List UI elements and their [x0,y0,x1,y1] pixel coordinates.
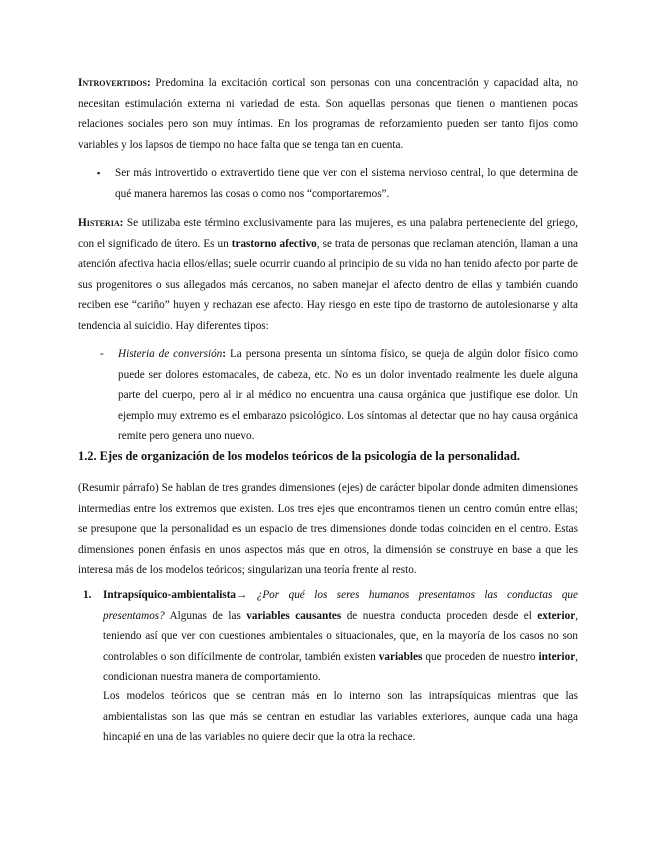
item1-t1: Algunas de las [164,609,247,622]
list-item-intrapsiquico [103,585,578,688]
item1-question: ¿Por qué los seres humanos presentamos las conductas que presentamos? [103,589,578,622]
square-bullet-icon: ▪ [97,168,101,178]
item1-t4: que proceden de nuestro [422,650,539,663]
histeria-text-b: , se trata de personas que reclaman atención, llaman a una atención afectiva hacia ellos/ellas; suele ocurrir cuando al principio de su vida no han tenido afecto por parte de sus progenitores o sus allegados más cercanos, no saben manejar el afecto dentro de ellas y también cuando reciben ese “cariño” huyen y rechazan ese afecto. Hay riesgo en este tipo de trastorno de autolesionarse y alta tendencia al suicidio. Hay diferentes tipos: [78,237,579,332]
item1-b4: interior [538,650,576,663]
subtype-item [118,344,578,447]
bullet-text: Ser más introvertido o extravertido tiene que ver con el sistema nervioso central, lo que determina de qué manera haremos las cosas o como nos “comportaremos”. [115,167,578,200]
dash-bullet: - [100,348,104,360]
bullet-item [115,163,578,204]
item1-t5: , condicionan nuestra manera de comportamiento. [103,650,578,683]
term-introvertidos: Introvertidos: [78,77,151,89]
arrow-icon: → [236,589,248,601]
subtype-term: Histeria de conversión [118,348,223,360]
item1-t2: de nuestra conducta proceden desde el [341,609,538,622]
item1-b2: exterior [537,609,576,622]
paragraph-introvertidos [78,73,578,155]
histeria-text-a: Se utilizaba este término exclusivamente para las mujeres, es una palabra perteneciente del griego, con el significado de útero. Es un [78,217,578,250]
subtype-text: La persona presenta un síntoma físico, se queja de algún dolor físico como puede ser dolores estomacales, de cabeza, etc. No es un dolor inventado realmente les duele alguna parte del cuerpo, pero al ir al médico no encuentra una causa orgánica que justifique ese dolor. Un ejemplo muy extremo es el embarazo psicológico. Los síntomas al detectar que no hay causa orgánica remite pero genera uno nuevo. [118,348,578,442]
paragraph-summary: (Resumir párrafo) Se hablan de tres grandes dimensiones (ejes) de carácter bipolar donde admiten dimensiones intermedias entre los extremos que existen. Los tres ejes que encontramos tienen un centro común entre ellas; se presupone que la personalidad es un espacio de tres dimensiones donde todas coinciden en el centro. Estas dimensiones ponen énfasis en unos aspectos más que en otros, la dimensión se construye en base a que les interesa más de los modelos teóricos; singularizan una teoría frente al resto. [78,482,578,576]
list-number: 1. [83,589,92,601]
section-heading: 1.2. Ejes de organización de los modelos teóricos de la psicología de la personalidad. [78,449,520,463]
histeria-bold: trastorno afectivo [231,237,317,250]
term-histeria: Histeria: [78,217,124,229]
paragraph-histeria [78,213,578,336]
list-item-intrapsiquico-paragraph-2: Los modelos teóricos que se centran más en lo interno son las intrapsíquicas mientras que las ambientalistas son las que más se centran en estudiar las variables exteriores, aunque cada una haga hincapié en una de las variables no quiere decir que la otra la rechace. [103,690,578,743]
subtype-colon: : [222,348,226,360]
item1-term: Intrapsíquico-ambientalista [103,589,237,601]
item1-b3: variables [378,650,423,663]
item1-b1: variables causantes [246,609,342,622]
item1-t3: , teniendo así que ver con cuestiones ambientales o situacionales, que, en la mayoría de los casos no son controlables o son difícilmente de controlar, también existen [103,609,578,663]
introvertidos-text: Predomina la excitación cortical son personas con una concentración y capacidad alta, no necesitan estimulación externa ni variedad de esta. Son aquellas personas que tienen o mantienen pocas relaciones sociales pero son muy íntimas. En los programas de reforzamiento pueden ser tanto fijos como variables y los lapsos de tiempo no hace falta que se tenga tan en cuenta. [78,77,578,151]
